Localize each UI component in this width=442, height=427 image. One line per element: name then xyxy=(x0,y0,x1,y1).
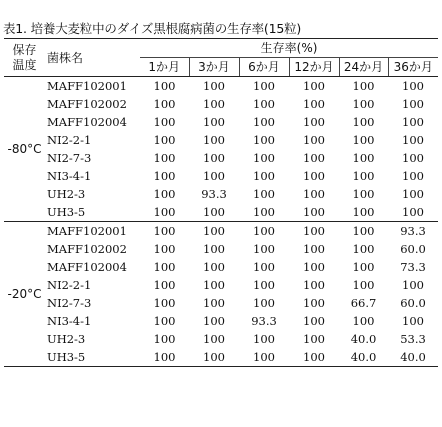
value-cell: 60.0 xyxy=(400,296,426,310)
value-cell: 100 xyxy=(253,115,275,129)
header-month: 24か月 xyxy=(339,58,388,77)
strain-cell: NI3-4-1 xyxy=(47,169,92,183)
table-row xyxy=(4,149,438,167)
value-cell: 100 xyxy=(402,314,424,328)
value-cell: 100 xyxy=(153,278,176,292)
header-month: 1か月 xyxy=(140,58,189,77)
header-month: 3か月 xyxy=(189,58,239,77)
table-row xyxy=(4,131,438,149)
value-cell: 100 xyxy=(253,97,275,111)
value-cell: 100 xyxy=(239,348,289,367)
table-row xyxy=(4,258,438,276)
value-cell: 100 xyxy=(253,169,275,183)
value-cell: 100 xyxy=(203,97,225,111)
table-row xyxy=(4,222,438,241)
value-cell: 100 xyxy=(153,169,176,183)
value-cell: 40.0 xyxy=(350,332,377,346)
value-cell: 100 xyxy=(402,187,424,201)
value-cell: 40.0 xyxy=(388,348,438,367)
survival-table xyxy=(4,38,438,367)
table-row xyxy=(4,240,438,258)
value-cell: 100 xyxy=(203,169,225,183)
value-cell: 100 xyxy=(153,115,176,129)
value-cell: 100 xyxy=(203,133,225,147)
value-cell: 100 xyxy=(352,314,375,328)
value-cell: 100 xyxy=(303,242,325,256)
value-cell: 100 xyxy=(388,203,438,222)
value-cell: 100 xyxy=(153,79,176,93)
value-cell: 100 xyxy=(153,224,176,238)
header-temp xyxy=(4,39,45,77)
value-cell: 100 xyxy=(352,169,375,183)
value-cell: 100 xyxy=(289,348,339,367)
strain-cell: MAFF102001 xyxy=(47,224,127,238)
value-cell: 100 xyxy=(153,242,176,256)
value-cell: 100 xyxy=(153,296,176,310)
value-cell: 100 xyxy=(153,133,176,147)
table-row xyxy=(4,276,438,294)
header-temp-line1: 保存 xyxy=(12,42,37,57)
value-cell: 100 xyxy=(352,133,375,147)
header-month: 36か月 xyxy=(388,58,438,77)
value-cell: 100 xyxy=(239,203,289,222)
strain-cell: UH3-5 xyxy=(45,348,140,367)
value-cell: 100 xyxy=(303,97,325,111)
value-cell: 100 xyxy=(303,260,325,274)
value-cell: 100 xyxy=(402,278,424,292)
value-cell: 100 xyxy=(153,260,176,274)
value-cell: 100 xyxy=(303,278,325,292)
value-cell: 100 xyxy=(203,151,225,165)
header-month: 6か月 xyxy=(239,58,289,77)
value-cell: 100 xyxy=(402,151,424,165)
value-cell: 100 xyxy=(153,332,176,346)
value-cell: 100 xyxy=(352,187,375,201)
value-cell: 100 xyxy=(402,169,424,183)
table-row xyxy=(4,167,438,185)
value-cell: 100 xyxy=(303,187,325,201)
strain-cell: MAFF102004 xyxy=(47,115,127,129)
strain-cell: NI2-7-3 xyxy=(47,296,92,310)
value-cell: 100 xyxy=(253,260,275,274)
value-cell: 100 xyxy=(303,314,325,328)
value-cell: 100 xyxy=(352,151,375,165)
value-cell: 100 xyxy=(153,97,176,111)
value-cell: 100 xyxy=(303,79,325,93)
table-row xyxy=(4,113,438,131)
value-cell: 100 xyxy=(203,260,225,274)
strain-cell: NI2-2-1 xyxy=(47,278,92,292)
strain-cell: UH3-5 xyxy=(45,203,140,222)
value-cell: 100 xyxy=(203,242,225,256)
value-cell: 100 xyxy=(253,79,275,93)
value-cell: 100 xyxy=(303,133,325,147)
header-temp-line2: 温度 xyxy=(12,57,37,72)
strain-cell: UH2-3 xyxy=(47,187,86,201)
value-cell: 100 xyxy=(253,278,275,292)
table-row xyxy=(4,203,438,222)
value-cell: 100 xyxy=(203,115,225,129)
value-cell: 100 xyxy=(203,278,225,292)
strain-cell: NI2-2-1 xyxy=(47,133,92,147)
table-row xyxy=(4,95,438,113)
value-cell: 40.0 xyxy=(339,348,388,367)
table-row xyxy=(4,185,438,203)
strain-cell: MAFF102001 xyxy=(47,79,127,93)
value-cell: 100 xyxy=(402,79,424,93)
table-row xyxy=(4,330,438,348)
value-cell: 100 xyxy=(203,79,225,93)
value-cell: 100 xyxy=(140,203,189,222)
value-cell: 100 xyxy=(303,224,325,238)
value-cell: 93.3 xyxy=(201,187,227,201)
value-cell: 100 xyxy=(203,224,225,238)
value-cell: 93.3 xyxy=(251,314,277,328)
value-cell: 100 xyxy=(189,203,239,222)
value-cell: 100 xyxy=(352,242,375,256)
value-cell: 100 xyxy=(253,224,275,238)
header-row-1 xyxy=(4,39,438,58)
value-cell: 100 xyxy=(253,133,275,147)
table-row xyxy=(4,77,438,96)
strain-cell: MAFF102002 xyxy=(47,97,127,111)
strain-cell: MAFF102002 xyxy=(47,242,127,256)
table-row xyxy=(4,348,438,367)
table-body xyxy=(4,77,438,367)
value-cell: 60.0 xyxy=(400,242,426,256)
value-cell: 100 xyxy=(140,348,189,367)
value-cell: 53.3 xyxy=(400,332,426,346)
value-cell: 100 xyxy=(153,187,176,201)
value-cell: 100 xyxy=(203,332,225,346)
value-cell: 100 xyxy=(303,296,325,310)
table-title: 表1. 培養大麦粒中のダイズ黒根腐病菌の生存率(15粒) xyxy=(3,21,302,36)
header-month: 12か月 xyxy=(289,58,339,77)
value-cell: 100 xyxy=(189,348,239,367)
value-cell: 100 xyxy=(303,115,325,129)
strain-cell: UH2-3 xyxy=(47,332,86,346)
value-cell: 100 xyxy=(253,151,275,165)
value-cell: 100 xyxy=(203,296,225,310)
value-cell: 100 xyxy=(402,133,424,147)
value-cell: 100 xyxy=(253,296,275,310)
header-strain: 菌株名 xyxy=(45,39,140,77)
value-cell: 100 xyxy=(289,203,339,222)
header-survival: 生存率(%) xyxy=(140,39,438,58)
table-row xyxy=(4,312,438,330)
value-cell: 100 xyxy=(352,79,375,93)
value-cell: 100 xyxy=(352,115,375,129)
value-cell: 100 xyxy=(352,224,375,238)
value-cell: 100 xyxy=(253,332,275,346)
value-cell: 93.3 xyxy=(400,224,426,238)
strain-cell: NI2-7-3 xyxy=(47,151,92,165)
value-cell: 100 xyxy=(402,97,424,111)
value-cell: 66.7 xyxy=(350,296,377,310)
value-cell: 100 xyxy=(203,314,225,328)
value-cell: 100 xyxy=(402,115,424,129)
value-cell: 100 xyxy=(253,187,275,201)
value-cell: 73.3 xyxy=(400,260,426,274)
value-cell: 100 xyxy=(352,260,375,274)
value-cell: 100 xyxy=(303,151,325,165)
value-cell: 100 xyxy=(303,332,325,346)
value-cell: 100 xyxy=(153,151,176,165)
value-cell: 100 xyxy=(303,169,325,183)
value-cell: 100 xyxy=(253,242,275,256)
temp-cell: -80°C xyxy=(4,77,45,222)
strain-cell: NI3-4-1 xyxy=(47,314,92,328)
value-cell: 100 xyxy=(352,278,375,292)
temp-cell: -20°C xyxy=(4,222,45,367)
value-cell: 100 xyxy=(352,97,375,111)
strain-cell: MAFF102004 xyxy=(47,260,127,274)
table-row xyxy=(4,294,438,312)
value-cell: 100 xyxy=(153,314,176,328)
value-cell: 100 xyxy=(339,203,388,222)
